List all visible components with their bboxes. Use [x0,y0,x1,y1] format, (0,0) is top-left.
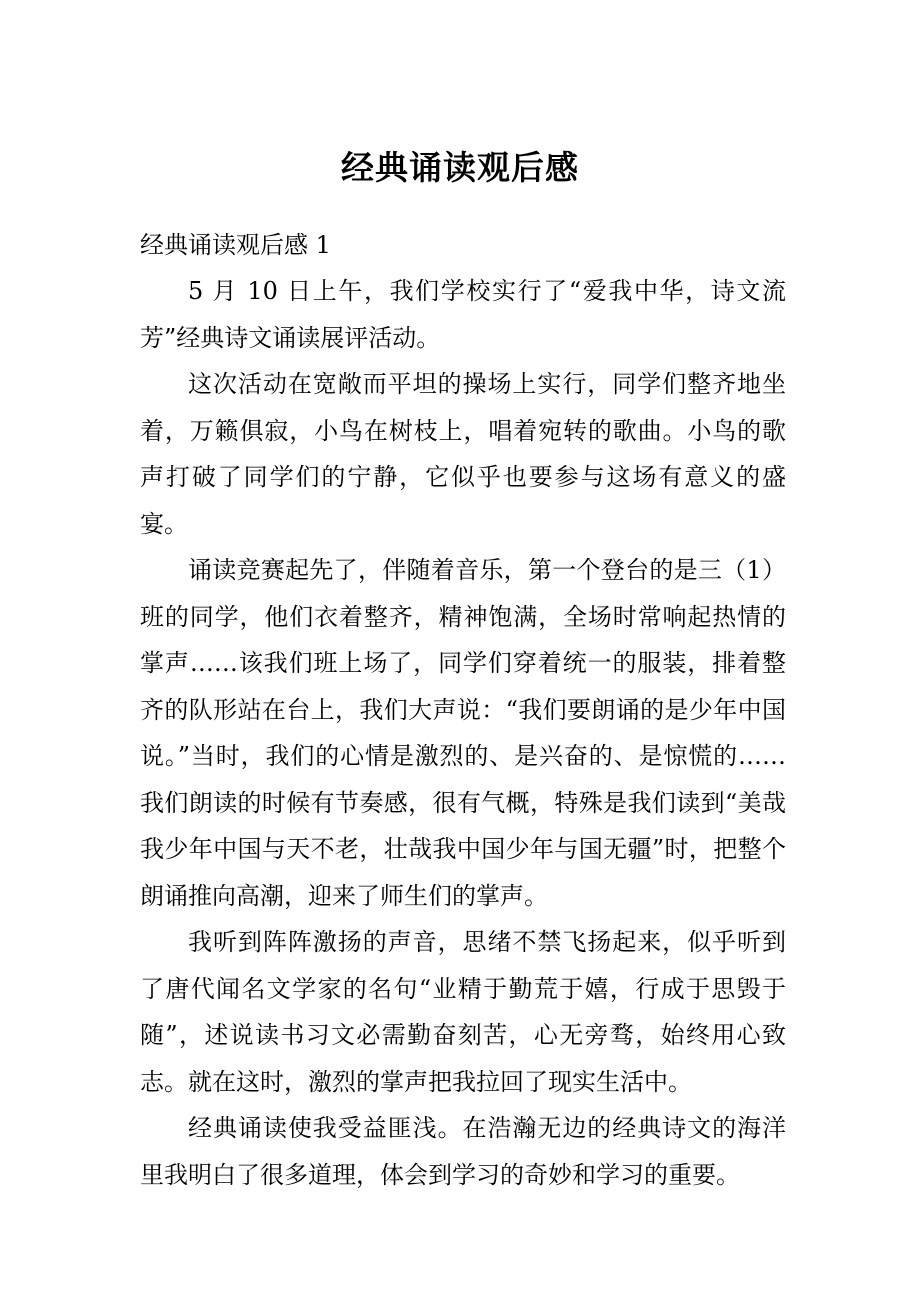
paragraph: 诵读竞赛起先了，伴随着音乐，第一个登台的是三（1）班的同学，他们衣着整齐，精神饱满，全场时常响起热情的掌声……该我们班上场了，同学们穿着统一的服装，排着整齐的队形站在台上，我们大声说：“我们要朗诵的是少年中国说。”当时，我们的心情是激烈的、是兴奋的、是惊慌的……我们朗读的时候有节奏感，很有气概，特殊是我们读到“美哉我少年中国与天不老，壮哉我中国少年与国无疆”时，把整个朗诵推向高潮，迎来了师生们的掌声。 [140,556,786,910]
paragraph: 我听到阵阵激扬的声音，思绪不禁飞扬起来，似乎听到了唐代闻名文学家的名句“业精于勤荒于嬉，行成于思毁于随”，述说读书习文必需勤奋刻苦，心无旁骛，始终用心致志。就在这时，激烈的掌声把我拉回了现实生活中。 [140,928,786,1096]
document-title: 经典诵读观后感 [341,148,579,187]
section-heading: 经典诵读观后感 1 [140,231,331,259]
paragraph: 经典诵读使我受益匪浅。在浩瀚无边的经典诗文的海洋里我明白了很多道理，体会到学习的奇妙和学习的重要。 [140,1114,786,1189]
paragraph: 这次活动在宽敞而平坦的操场上实行，同学们整齐地坐着，万籁俱寂，小鸟在树枝上，唱着宛转的歌曲。小鸟的歌声打破了同学们的宁静，它似乎也要参与这场有意义的盛宴。 [140,370,786,538]
paragraph: 5 月 10 日上午，我们学校实行了“爱我中华，诗文流芳”经典诗文诵读展评活动。 [140,277,786,352]
document-body [140,222,786,1198]
